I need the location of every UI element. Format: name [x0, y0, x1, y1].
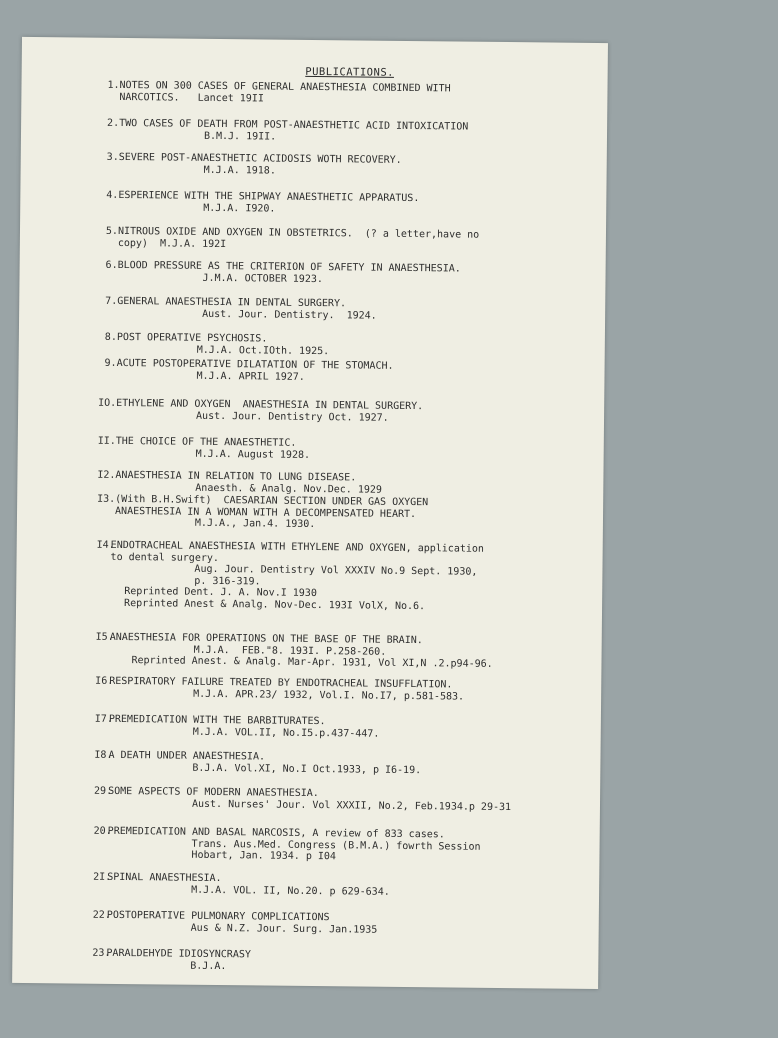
list-item: [13, 909, 599, 940]
list-item: [15, 631, 601, 674]
entry-citation: Aug. Jour. Dentistry Vol XXXIV No.9 Sept. 1930,: [194, 563, 478, 578]
entry-number: 23.: [92, 947, 111, 959]
entry-number: 6.: [105, 259, 118, 271]
entry-citation: M.J.A. VOL. II, No.20. p 629-634.: [191, 884, 390, 898]
entry-number: IO.: [98, 397, 117, 409]
entry-citation: M.J.A. APR.23/ 1932, Vol.I. No.I7, p.581-583.: [193, 688, 465, 703]
entry-number: I8.: [94, 749, 113, 761]
entry-citation: B.J.A.: [190, 960, 227, 972]
list-item: [14, 785, 600, 816]
entry-citation: Trans. Aus.Med. Congress (B.M.A.) fowrth Session: [191, 838, 481, 853]
entry-title: POSTOPERATIVE PULMONARY COMPLICATIONS: [106, 909, 330, 924]
entry-citation: p. 316-319.: [194, 575, 261, 587]
entry-citation: Anaesth. & Analg. Nov.Dec. 1929: [195, 482, 382, 496]
entry-title: SPINAL ANAESTHESIA.: [107, 871, 222, 885]
entry-title: ANAESTHESIA IN RELATION TO LUNG DISEASE.: [115, 469, 357, 484]
entry-citation: J.M.A. OCTOBER 1923.: [202, 272, 323, 285]
list-item: [14, 749, 600, 780]
entry-citation: M.J.A. I920.: [203, 202, 276, 215]
entry-title: PARALDEHYDE IDIOSYNCRASY: [106, 947, 251, 961]
list-item: [18, 397, 604, 428]
entry-citation: ANAESTHESIA IN A WOMAN WITH A DECOMPENSATED HEART.: [114, 505, 417, 520]
entry-citation: M.J.A., Jan.4. 1930.: [194, 517, 316, 531]
entry-number: I5.: [95, 631, 114, 643]
entry-title: POST OPERATIVE PSYCHOSIS.: [116, 331, 268, 345]
entry-number: 20.: [93, 825, 112, 837]
entry-number: 7.: [105, 295, 118, 307]
entry-citation: B.M.J. 19II.: [203, 130, 277, 143]
entry-citation: Reprinted Anest. & Analg. Mar-Apr. 1931, Vol XI,N .2.p94-96.: [131, 655, 493, 670]
entry-citation: NARCOTICS. Lancet 19II: [119, 91, 264, 104]
entry-number: I4.: [96, 539, 115, 551]
list-item: [21, 79, 607, 110]
entry-number: 5.: [105, 225, 119, 237]
document-page: [12, 37, 608, 989]
entry-title: THE CHOICE OF THE ANAESTHETIC.: [115, 435, 297, 449]
entry-title: PREMEDICATION AND BASAL NARCOSIS, A review of 833 cases.: [107, 825, 445, 841]
entry-title: NITROUS OXIDE AND OXYGEN IN OBSTETRICS. (? a letter,have no: [117, 225, 480, 241]
entry-number: 8.: [104, 331, 117, 343]
entry-title: TWO CASES OF DEATH FROM POST-ANAESTHETIC ACID INTOXICATION: [119, 117, 469, 133]
entry-citation: Aust. Jour. Dentistry. 1924.: [202, 308, 377, 322]
entry-title: ACUTE POSTOPERATIVE DILATATION OF THE STOMACH.: [116, 357, 394, 372]
entry-title: SOME ASPECTS OF MODERN ANAESTHESIA.: [108, 785, 319, 800]
entry-citation: Aust. Nurses' Jour. Vol XXXII, No.2, Feb.1934.p 29-31: [191, 798, 512, 813]
entry-number: 2.: [107, 117, 120, 129]
entry-title: NOTES ON 300 CASES OF GENERAL ANAESTHESIA COMBINED WITH: [119, 79, 451, 95]
list-item: [20, 225, 606, 256]
list-item: [12, 947, 598, 978]
entry-title: SEVERE POST-ANAESTHETIC ACIDOSIS WOTH RECOVERY.: [118, 151, 402, 166]
list-item: [17, 493, 603, 536]
entry-number: I6.: [95, 675, 114, 687]
entry-title: A DEATH UNDER ANAESTHESIA.: [108, 749, 266, 763]
entry-citation: M.J.A. FEB."8. 193I. P.258-260.: [193, 644, 387, 658]
entry-citation: M.J.A. August 1928.: [195, 448, 311, 461]
entry-title: PREMEDICATION WITH THE BARBITURATES.: [108, 713, 326, 728]
entry-title: (With B.H.Swift) CAESARIAN SECTION UNDER GAS OXYGEN: [115, 493, 429, 509]
entry-citation: B.J.A. Vol.XI, No.I Oct.1933, p I6-19.: [192, 762, 422, 776]
entry-number: 22.: [92, 909, 111, 921]
list-item: [13, 825, 599, 868]
entry-citation: M.J.A. Oct.IOth. 1925.: [196, 344, 330, 357]
entry-title: RESPIRATORY FAILURE TREATED BY ENDOTRACHEAL INSUFFLATION.: [109, 675, 453, 691]
entry-number: 4.: [106, 189, 119, 201]
entry-number: II.: [97, 435, 116, 447]
entry-title: GENERAL ANAESTHESIA IN DENTAL SURGERY.: [117, 295, 347, 310]
entry-title: ENDOTRACHEAL ANAESTHESIA WITH ETHYLENE AND OXYGEN, application: [110, 539, 485, 555]
entry-citation: Hobart, Jan. 1934. p I04: [191, 849, 337, 863]
entry-citation: M.J.A. 1918.: [203, 164, 276, 177]
entry-citation: Reprinted Anest & Analg. Nov-Dec. 193I VolX, No.6.: [124, 597, 426, 612]
list-item: [15, 713, 601, 744]
list-item: [13, 871, 599, 902]
list-item: [19, 259, 605, 290]
entry-citation: M.J.A. APRIL 1927.: [196, 370, 305, 383]
list-item: [21, 151, 607, 182]
entry-number: 29.: [94, 785, 113, 797]
entry-title: ESPERIENCE WITH THE SHIPWAY ANAESTHETIC APPARATUS.: [118, 189, 420, 205]
page-title: PUBLICATIONS.: [305, 65, 395, 79]
entry-citation: Aust. Jour. Dentistry Oct. 1927.: [196, 410, 389, 424]
entry-number: I2.: [97, 469, 116, 481]
list-item: [20, 189, 606, 220]
list-item: [21, 117, 607, 148]
entry-number: 3.: [106, 151, 119, 163]
entry-number: 1.: [107, 79, 120, 91]
entry-title: ANAESTHESIA FOR OPERATIONS ON THE BASE OF THE BRAIN.: [109, 631, 423, 647]
list-item: [15, 675, 601, 706]
entry-title: BLOOD PRESSURE AS THE CRITERION OF SAFETY IN ANAESTHESIA.: [117, 259, 461, 275]
entry-citation: copy) M.J.A. 192I: [117, 237, 227, 250]
entry-citation: Aus & N.Z. Jour. Surg. Jan.1935: [190, 922, 378, 936]
entry-number: I7.: [94, 713, 113, 725]
entry-number: I3.: [97, 493, 116, 505]
entry-number: 2I.: [93, 871, 112, 883]
list-item: [18, 435, 604, 466]
list-item: [16, 539, 603, 616]
entry-citation: M.J.A. VOL.II, No.I5.p.437-447.: [192, 726, 380, 740]
list-item: [18, 357, 604, 388]
entry-number: 9.: [104, 357, 117, 369]
list-item: [19, 295, 605, 326]
entry-citation: to dental surgery.: [110, 551, 220, 564]
entry-citation: Reprinted Dent. J. A. Nov.I 1930: [124, 586, 317, 600]
entry-title: ETHYLENE AND OXYGEN ANAESTHESIA IN DENTAL SURGERY.: [116, 397, 424, 413]
